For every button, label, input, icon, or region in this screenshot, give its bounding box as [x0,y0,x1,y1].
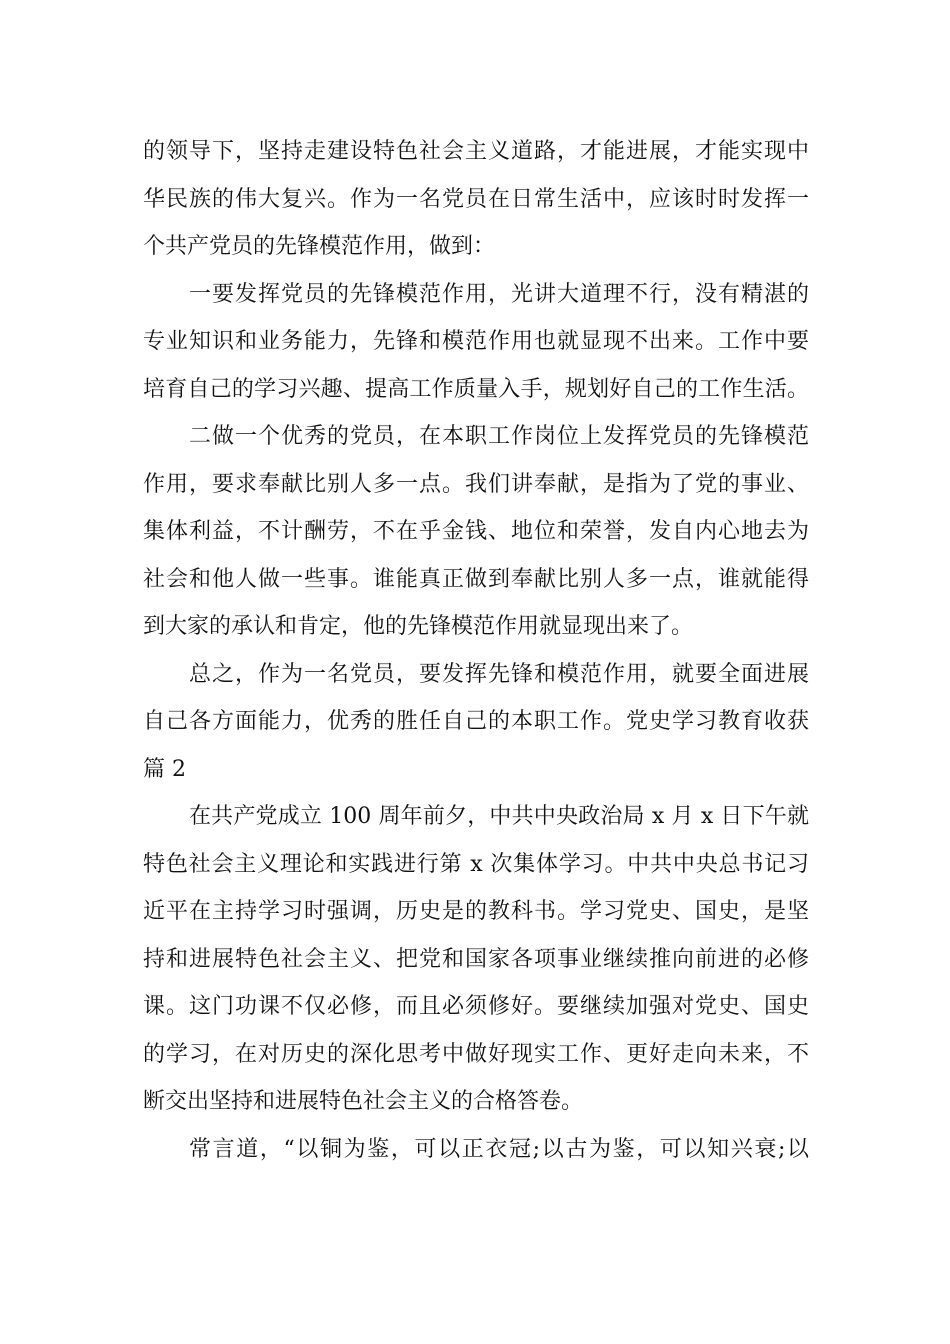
text-line: 一要发挥党员的先锋模范作用，光讲大道理不行，没有精湛的 [189,281,809,307]
text-line: 社会和他人做一些事。谁能真正做到奉献比别人多一点，谁就能得 [143,566,809,592]
text-line: 个共产党员的先锋模范作用，做到： [143,234,496,259]
text-line: 华民族的伟大复兴。作为一名党员在日常生活中，应该时时发挥一 [143,186,809,212]
text-line: 课。这门功课不仅必修，而且必须修好。要继续加强对党史、国史 [143,994,809,1019]
text-line: 断交出坚持和进展特色社会主义的合格答卷。 [143,1089,584,1114]
text-line: 在共产党成立 100 周年前夕，中共中央政治局 x 月 x 日下午就 [189,804,809,829]
text-line: 常言道，“以铜为鉴，可以正衣冠;以古为鉴，可以知兴衰;以 [189,1136,809,1162]
text-line: 作用，要求奉献比别人多一点。我们讲奉献，是指为了党的事业、 [143,471,809,497]
text-line: 培育自己的学习兴趣、提高工作质量入手，规划好自己的工作生活。 [143,376,809,402]
text-line: 到大家的承认和肯定，他的先锋模范作用就显现出来了。 [143,614,694,639]
text-line: 的学习，在对历史的深化思考中做好现实工作、更好走向未来，不 [143,1041,809,1067]
text-line: 持和进展特色社会主义、把党和国家各项事业继续推向前进的必修 [143,946,809,972]
text-line: 近平在主持学习时强调，历史是的教科书。学习党史、国史，是坚 [143,899,809,924]
text-line: 特色社会主义理论和实践进行第 x 次集体学习。中共中央总书记习 [143,851,809,877]
text-line: 的领导下，坚持走建设特色社会主义道路，才能进展，才能实现中 [143,139,809,164]
text-line: 总之，作为一名党员，要发挥先锋和模范作用，就要全面进展 [189,661,809,687]
text-line: 专业知识和业务能力，先锋和模范作用也就显现不出来。工作中要 [143,329,809,354]
text-line: 篇 2 [143,756,186,782]
text-line: 二做一个优秀的党员，在本职工作岗位上发挥党员的先锋模范 [189,424,809,449]
text-line: 集体利益，不计酬劳，不在乎金钱、地位和荣誉，发自内心地去为 [143,519,809,544]
document-body [143,128,809,1173]
text-line: 自己各方面能力，优秀的胜任自己的本职工作。党史学习教育收获 [143,709,809,734]
